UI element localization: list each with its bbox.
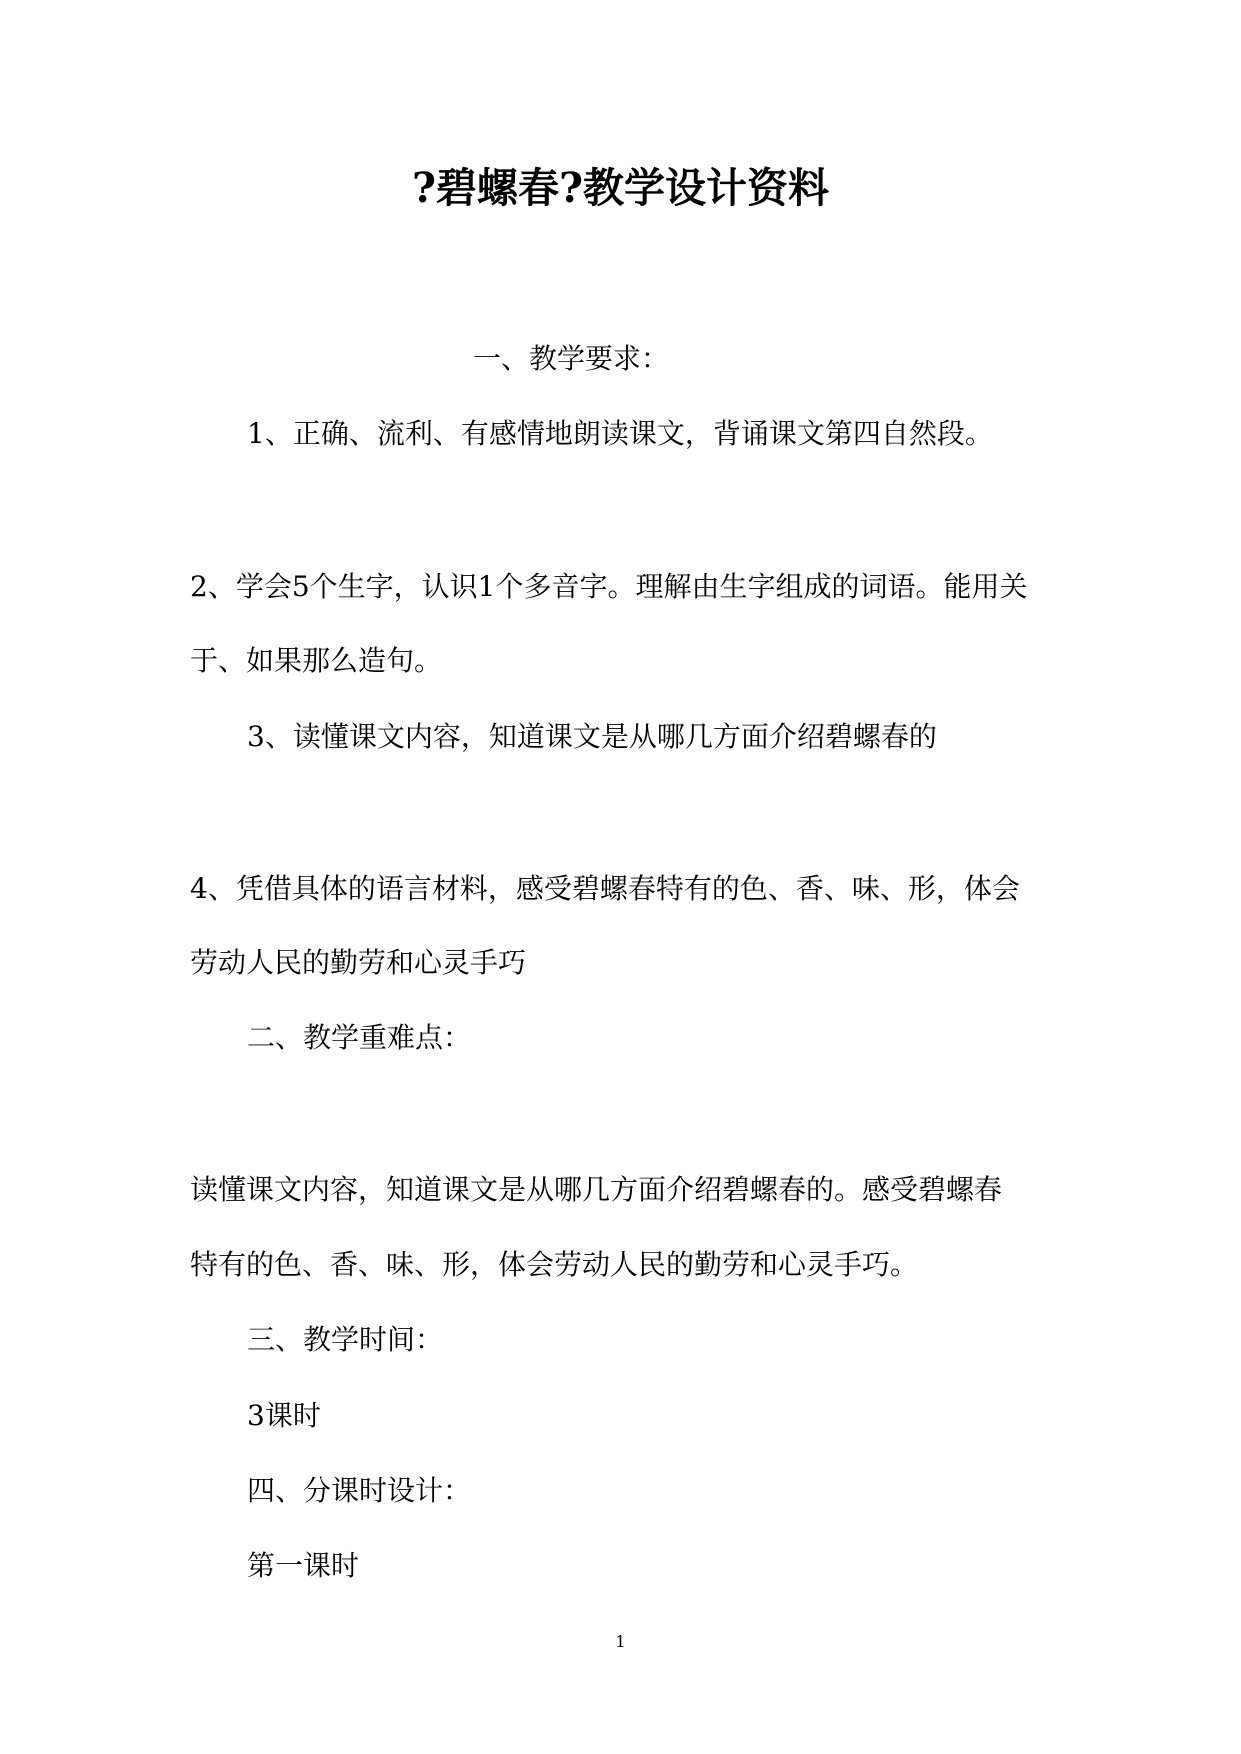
section-heading-key-difficulties: 二、教学重难点： [247, 1021, 472, 1054]
section-heading-teaching-requirements: 一、教学要求： [473, 342, 670, 375]
requirement-item-1: 1、正确、流利、有感情地朗读课文，背诵课文第四自然段。 [247, 417, 993, 450]
section-heading-teaching-time: 三、教学时间： [247, 1323, 444, 1356]
requirement-item-3: 3、读懂课文内容，知道课文是从哪几方面介绍碧螺春的 [247, 720, 937, 753]
requirement-item-2-line-2: 于、如果那么造句。 [190, 644, 443, 677]
teaching-time-value: 3课时 [247, 1399, 321, 1432]
key-difficulties-line-2: 特有的色、香、味、形，体会劳动人民的勤劳和心灵手巧。 [190, 1248, 919, 1281]
section-heading-lesson-design: 四、分课时设计： [247, 1474, 472, 1507]
key-difficulties-line-1: 读懂课文内容，知道课文是从哪几方面介绍碧螺春的。感受碧螺春 [190, 1173, 1003, 1206]
requirement-item-2-line-1: 2、学会5个生字，认识1个多音字。理解由生字组成的词语。能用关 [190, 570, 1028, 603]
document-title: ?碧螺春?教学设计资料 [411, 164, 830, 212]
page-number: 1 [615, 1632, 626, 1651]
lesson-1-heading: 第一课时 [247, 1549, 360, 1582]
requirement-item-4-line-1: 4、凭借具体的语言材料，感受碧螺春特有的色、香、味、形，体会 [190, 872, 1020, 905]
requirement-item-4-line-2: 劳动人民的勤劳和心灵手巧 [190, 946, 527, 979]
